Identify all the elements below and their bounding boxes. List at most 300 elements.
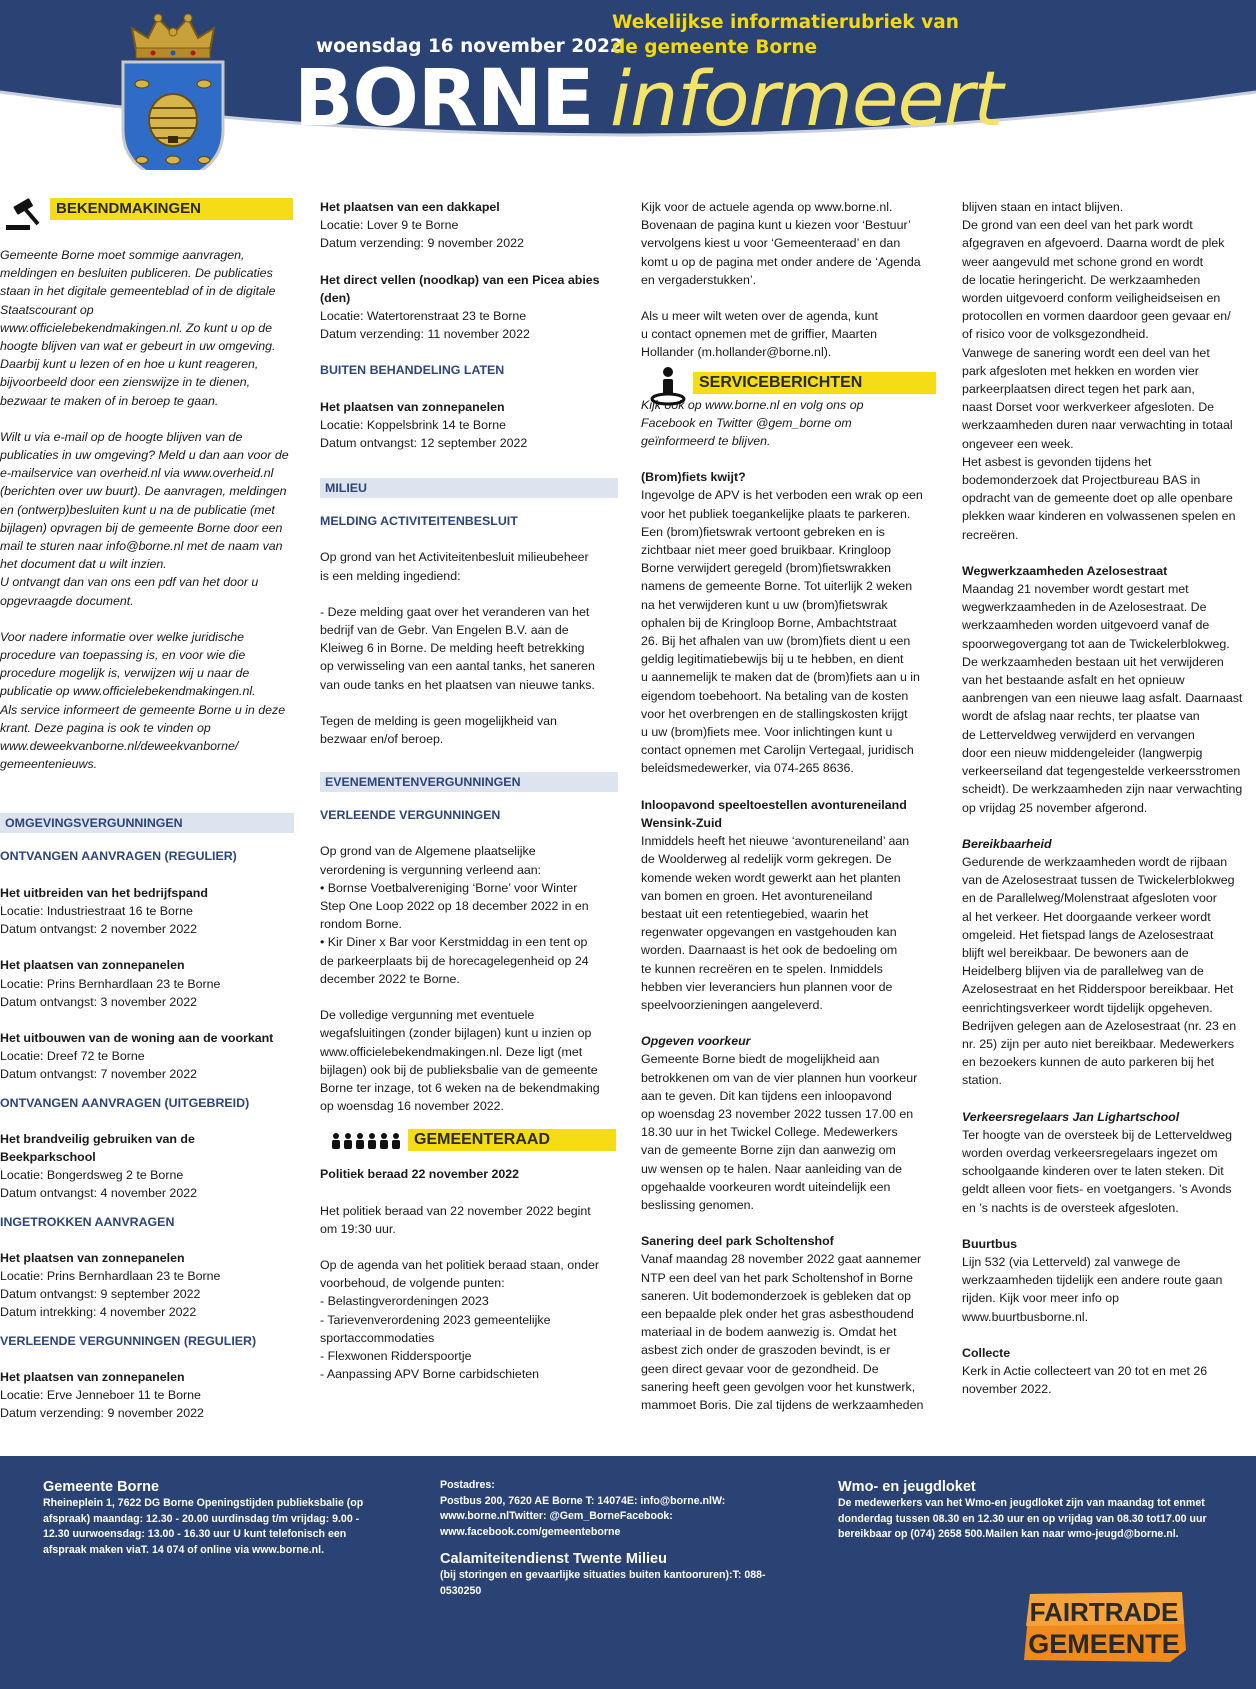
text-line: protocollen en vormen daardoor geen gevaar en/ bbox=[962, 309, 1231, 324]
text-line: Facebook: www.facebook.com/gemeenteborne bbox=[440, 1510, 673, 1538]
permit-title: Het direct vellen (noodkap) van een Picea abies bbox=[320, 272, 600, 287]
text-line: geldig legitimatiebewijs bij u te hebben, en dient bbox=[641, 652, 904, 667]
text-line: Borne verwijdert geregeld (brom)fietswrakken bbox=[641, 561, 891, 576]
text-line: wegafsluitingen (zonder bijlagen) kunt u inzien op bbox=[320, 1026, 592, 1041]
text-line: Als u meer wilt weten over de agenda, kunt bbox=[641, 309, 878, 324]
text-line: publicatie op www.officielebekendmakingen.nl. bbox=[0, 684, 256, 699]
text-line: bijlagen) ook bij de publieksbalie van de gemeente bbox=[320, 1062, 598, 1077]
collecte-heading: Collecte bbox=[962, 1345, 1011, 1360]
text-line: Gemeente Borne biedt de mogelijkheid aan bbox=[641, 1052, 880, 1067]
footer-wmo bbox=[838, 1478, 1238, 1543]
bus-text bbox=[962, 1253, 1255, 1326]
text-line: en vergaderstukken’. bbox=[641, 272, 757, 287]
subtitle-line-1: Wekelijkse informatierubriek van bbox=[612, 12, 959, 33]
permit-date: Datum ontvangst: 12 september 2022 bbox=[320, 436, 528, 451]
text-line: weer aangevuld met schone grond en wordt bbox=[962, 254, 1204, 269]
text-line: park afgesloten met hekken en worden vier bbox=[962, 363, 1199, 378]
text-line: Azelosestraat en het Ridderspoor bereikbaar. Het bbox=[962, 982, 1234, 997]
text-line: saneren. Uit bodemonderzoek is gebleken dat op bbox=[641, 1288, 912, 1303]
text-line: de Letterveldweg verwijderd en vervangen bbox=[962, 727, 1195, 742]
permit-item bbox=[0, 1029, 296, 1084]
text-line: 17.00 uur bereikbaar op (074) 2658 500. bbox=[838, 1512, 1207, 1540]
text-line: T: 088-0530250 bbox=[440, 1569, 766, 1597]
raad-text-2 bbox=[320, 1256, 618, 1383]
melding-text-1 bbox=[320, 548, 618, 584]
permit-title: Het uitbreiden van het bedrijfspand bbox=[0, 885, 208, 900]
text-line: door een nieuw middengeleider (langwerpig bbox=[962, 745, 1203, 760]
text-line: Inmiddels heeft het nieuwe ‘avontureneiland’ aan bbox=[641, 834, 910, 849]
text-line: Lijn 532 (via Letterveld) zal vanwege de bbox=[962, 1254, 1181, 1269]
text-line: zichtbaar niet meer goed bruikbaar. Kringloop bbox=[641, 543, 892, 558]
permit-date: Datum ontvangst: 4 november 2022 bbox=[0, 1186, 197, 1201]
text-line: Op de agenda van het politiek beraad staan, onder bbox=[320, 1257, 599, 1272]
text-line: meldingen en besluiten publiceren. De publicaties bbox=[0, 266, 273, 281]
text-line: bestaat uit een retentiegebied, waarin het bbox=[641, 906, 869, 921]
text-line: T. 14 074 of online via www.borne.nl. bbox=[140, 1543, 325, 1556]
bus-heading: Buurtbus bbox=[962, 1236, 1018, 1251]
text-line: hebben vier leveranciers hun plannen voor de bbox=[641, 979, 893, 994]
bekendmakingen-intro-3 bbox=[0, 628, 296, 774]
text-line: publicaties in uw omgeving? Meld u dan aan voor de bbox=[0, 448, 289, 463]
text-line: Op grond van het Activiteitenbesluit milieubeheer bbox=[320, 550, 589, 565]
text-line: Als service informeert de gemeente Borne u in deze bbox=[0, 702, 286, 717]
text-line: Gemeente Borne moet sommige aanvragen, bbox=[0, 248, 245, 262]
text-line: Kerk in Actie collecteert van 20 tot en met 26 bbox=[962, 1363, 1208, 1378]
text-line: e-mailservice van overheid.nl via www.overheid.nl bbox=[0, 466, 274, 481]
text-line: wegwerkzaamheden in de Azelosestraat. De bbox=[962, 600, 1207, 615]
ontvangen-uitgebreid-heading: ONTVANGEN AANVRAGEN (UITGEBREID) bbox=[0, 1095, 250, 1110]
sanering-text bbox=[641, 1250, 937, 1414]
melding-heading: MELDING ACTIVITEITENBESLUIT bbox=[320, 514, 518, 529]
sanering-heading: Sanering deel park Scholtenshof bbox=[641, 1234, 834, 1249]
milieu-band: MILIEU bbox=[320, 478, 618, 498]
permit-item bbox=[0, 1249, 296, 1322]
voorkeur-heading: Opgeven voorkeur bbox=[641, 1034, 751, 1049]
text-line: mammoet Boris. Die zal tijdens de werkzaamheden bbox=[641, 1397, 924, 1412]
permit-title: Het plaatsen van zonnepanelen bbox=[0, 958, 185, 973]
text-line: met donderdag tussen 08.30 en 12.30 uur en op vrijdag van 08.30 tot bbox=[838, 1497, 1205, 1525]
text-line: komt u op de pagina met onder andere de ‘Agenda bbox=[641, 254, 921, 269]
footer-calamiteiten-title: Calamiteitendienst Twente Milieu bbox=[440, 1551, 667, 1567]
fairtrade-text: FAIRTRADE bbox=[1029, 1597, 1179, 1627]
text-line: u contact opnemen met de griffier, Maarten bbox=[641, 327, 878, 342]
text-line: verordening is vergunning verleend aan: bbox=[320, 862, 542, 877]
permit-title: Het uitbouwen van de woning aan de voorkant bbox=[0, 1030, 274, 1045]
text-line: Vanwege de sanering wordt een deel van het bbox=[962, 345, 1210, 360]
weg-heading: Wegwerkzaamheden Azelosestraat bbox=[962, 563, 1168, 578]
text-line: van de gemeente Borne zijn dan aanwezig om bbox=[641, 1143, 896, 1158]
text-line: beleidsmedewerker, via 074-265 8636. bbox=[641, 761, 854, 776]
info-person-icon bbox=[649, 366, 687, 406]
text-line: spoorwegovergang tot aan de Twickelerblokweg. bbox=[962, 636, 1230, 651]
text-line: • Kir Diner x Bar voor Kerstmiddag in een tent op bbox=[320, 935, 588, 950]
text-line: Rheineplein 1, 7622 DG Borne bbox=[43, 1497, 194, 1509]
text-line: sportaccommodaties bbox=[320, 1330, 435, 1345]
text-line: Bedrijven gelegen aan de Azelosestraat (nr. 23 en bbox=[962, 1018, 1237, 1033]
text-line: mail te sturen naar info@borne.nl met de naam van bbox=[0, 539, 283, 554]
text-line: Kleiweg 6 in Borne. De melding heeft betrekking bbox=[320, 641, 585, 656]
text-line: Staatscourant op bbox=[0, 302, 94, 317]
permit-location: Locatie: Dreef 72 te Borne bbox=[0, 1049, 145, 1064]
text-line: krant. Deze pagina is ook te vinden op bbox=[0, 720, 211, 735]
text-line: plekken waar kinderen en volwassenen spelen en bbox=[962, 509, 1236, 524]
permit-item bbox=[320, 198, 618, 253]
text-line: - Deze melding gaat over het veranderen van het bbox=[320, 604, 590, 619]
text-line: www.officielebekendmakingen.nl. Deze ligt (met bbox=[320, 1044, 583, 1059]
text-line: scheidt). De werkzaamheden zijn naar verwachting bbox=[962, 782, 1243, 797]
permit-date: Datum ontvangst: 2 november 2022 bbox=[0, 922, 197, 937]
permit-date: Datum verzending: 9 november 2022 bbox=[0, 1406, 204, 1421]
permit-location: Locatie: Prins Bernhardlaan 23 te Borne bbox=[0, 1268, 221, 1283]
permit-location: Locatie: Prins Bernhardlaan 23 te Borne bbox=[0, 976, 221, 991]
permit-title: Het plaatsen van zonnepanelen bbox=[320, 399, 505, 414]
evenement-text-2 bbox=[320, 1006, 618, 1115]
text-line: woensdag: 13.00 - 16.30 uur bbox=[89, 1528, 231, 1540]
text-line: Het politiek beraad van 22 november 2022 begint bbox=[320, 1203, 591, 1218]
text-line: - Flexwonen Ridderspoortje bbox=[320, 1348, 472, 1363]
text-line: ongeveer een week. bbox=[962, 436, 1074, 451]
text-line: schoolgaande kinderen over te laten steken. Dit bbox=[962, 1164, 1224, 1179]
omgevingsvergunningen-band: OMGEVINGSVERGUNNINGEN bbox=[0, 813, 294, 833]
text-line: Vanaf maandag 28 november 2022 gaat aannemer bbox=[641, 1252, 922, 1267]
text-line: Gedurende de werkzaamheden wordt de rijbaan bbox=[962, 854, 1228, 869]
text-line: worden overdag verkeersregelaars ingezet om bbox=[962, 1145, 1218, 1160]
text-line: 18.30 uur in het Twickel College. Medewerkers bbox=[641, 1125, 898, 1140]
text-line: Step One Loop 2022 op 18 december 2022 in en bbox=[320, 899, 589, 914]
text-line: na het verwijderen kunt u uw (brom)fietswrak bbox=[641, 597, 888, 612]
text-line: Facebook en Twitter @gem_borne om bbox=[641, 415, 852, 430]
text-line: Ter hoogte van de oversteek bij de Letterveldweg bbox=[962, 1127, 1233, 1142]
permit-title: (den) bbox=[320, 290, 351, 305]
text-line: materiaal in de bodem aanwezig is. Omdat het bbox=[641, 1325, 897, 1340]
permit-date: Datum verzending: 9 november 2022 bbox=[320, 236, 524, 251]
text-line: wordt de afslag naar rechts, ter plaatse van bbox=[962, 709, 1200, 724]
text-line: 26. Bij het afhalen van uw (brom)fiets dient u een bbox=[641, 634, 911, 649]
column-4 bbox=[962, 198, 1255, 1416]
text-line: al het verkeer. Het doorgaande verkeer wordt bbox=[962, 909, 1211, 924]
regel-heading: Verkeersregelaars Jan Lighartschool bbox=[962, 1109, 1180, 1124]
agenda-text-1 bbox=[641, 198, 937, 289]
text-line: station. bbox=[962, 1073, 1002, 1088]
raad-text-1 bbox=[320, 1202, 618, 1238]
ontvangen-regulier-heading: ONTVANGEN AANVRAGEN (REGULIER) bbox=[0, 849, 237, 864]
text-line: betrokkenen om van de vier plannen hun voorkeur bbox=[641, 1070, 918, 1085]
text-line: T: 14074 bbox=[585, 1494, 627, 1507]
text-line: op vrijdag 25 november afgerond. bbox=[962, 800, 1148, 815]
collecte-text bbox=[962, 1362, 1255, 1398]
ingetrokken-heading: INGETROKKEN AANVRAGEN bbox=[0, 1214, 175, 1229]
fiets-text bbox=[641, 486, 937, 777]
regel-text bbox=[962, 1126, 1255, 1217]
text-line: maandag: 12.30 - 20.00 uur bbox=[93, 1512, 229, 1525]
text-line: sanering heeft geen gevolgen voor het kunstwerk, bbox=[641, 1379, 916, 1394]
text-line: Mailen kan naar wmo-jeugd@borne.nl. bbox=[985, 1528, 1179, 1540]
permit-location: Locatie: Industriestraat 16 te Borne bbox=[0, 903, 193, 918]
footer-wmo-title: Wmo- en jeugdloket bbox=[838, 1479, 976, 1495]
gemeenteraad-title: GEMEENTERAAD bbox=[408, 1129, 616, 1151]
text-line: Op grond van de Algemene plaatselijke bbox=[320, 844, 536, 859]
inloop-heading-1: Inloopavond speeltoestellen avontureneiland bbox=[641, 797, 907, 812]
bereik-heading: Bereikbaarheid bbox=[962, 836, 1052, 851]
footer-postadres-lines bbox=[440, 1494, 770, 1541]
text-line: en ’s nachts is de oversteek afgesloten. bbox=[962, 1200, 1179, 1215]
text-line: (berichten over uw buurt). De aanvragen, meldingen bbox=[0, 484, 287, 499]
text-line: geen direct gevaar voor de gezondheid. De bbox=[641, 1361, 879, 1376]
text-line: bedrijf van de Gebr. Van Engelen B.V. aan de bbox=[320, 623, 569, 638]
text-line: - Aanpassing APV Borne carbidschieten bbox=[320, 1367, 540, 1382]
text-line: Het asbest is gevonden tijdens het bbox=[962, 454, 1152, 469]
text-line: komende weken wordt gewerkt aan het planten bbox=[641, 870, 901, 885]
text-line: ophalen bij de Kringloop Borne, Ambachtstraat bbox=[641, 615, 897, 630]
column-3 bbox=[641, 198, 937, 1432]
permit-title: Het brandveilig gebruiken van de bbox=[0, 1131, 195, 1146]
text-line: www.buurtbusborne.nl. bbox=[962, 1309, 1089, 1324]
permit-location: Locatie: Bongerdsweg 2 te Borne bbox=[0, 1168, 184, 1183]
text-line: Kijk voor de actuele agenda op www.borne.nl. bbox=[641, 200, 893, 214]
gavel-icon bbox=[6, 198, 50, 232]
text-line: staan in het digitale gemeenteblad of in de digitale bbox=[0, 284, 276, 299]
permit-location: Locatie: Erve Jenneboer 11 te Borne bbox=[0, 1387, 201, 1402]
text-line: aanbrengen van een nieuwe laag asfalt. Daarnaast bbox=[962, 691, 1243, 706]
text-line: werkzaamheden worden uitgevoerd vanaf de bbox=[962, 618, 1210, 633]
text-line: aan te geven. Dit kan tijdens een inloopavond bbox=[641, 1088, 892, 1103]
evenementen-band: EVENEMENTENVERGUNNINGEN bbox=[320, 772, 618, 792]
weg-text bbox=[962, 580, 1255, 817]
text-line: blijft wel bereikbaar. De bewoners aan de bbox=[962, 945, 1189, 960]
text-line: parkeerplaatsen direct tegen het park aan, bbox=[962, 382, 1195, 397]
text-line: blijven staan en intact blijven. bbox=[962, 200, 1124, 214]
permit-item bbox=[0, 1368, 296, 1423]
bekendmakingen-intro-1 bbox=[0, 246, 296, 410]
column-2 bbox=[320, 198, 618, 1401]
text-line: een bepaalde plek onder het gras asbesthoudend bbox=[641, 1306, 914, 1321]
text-line: te kunnen recreëren en te spelen. Inmiddels bbox=[641, 961, 883, 976]
permit-date: Datum ontvangst: 3 november 2022 bbox=[0, 994, 197, 1009]
text-line: Ingevolge de APV is het verboden een wrak op een bbox=[641, 488, 923, 503]
text-line: recreëren. bbox=[962, 527, 1019, 542]
bekendmakingen-title: BEKENDMAKINGEN bbox=[50, 198, 293, 220]
text-line: werkzaamheden tijdelijk een andere route gaan bbox=[962, 1273, 1223, 1288]
inloop-text bbox=[641, 832, 937, 1014]
text-line: Openingstijden publieksbalie (op afspraak) bbox=[43, 1497, 364, 1525]
permit-title: Het plaatsen van zonnepanelen bbox=[0, 1250, 185, 1265]
text-line: van het bestaande asfalt en het opnieuw bbox=[962, 673, 1185, 688]
issue-date: woensdag 16 november 2022 bbox=[316, 36, 623, 57]
politiek-beraad-heading: Politiek beraad 22 november 2022 bbox=[320, 1167, 520, 1182]
section-serviceberichten-header bbox=[641, 372, 937, 396]
subtitle-line-2: de gemeente Borne bbox=[612, 37, 818, 58]
gemeente-text: GEMEENTE bbox=[1028, 1629, 1180, 1659]
text-line: voor het overbrengen en de stallingskosten krijgt bbox=[641, 706, 908, 721]
text-line: E: info@borne.nl bbox=[626, 1494, 712, 1507]
text-line: opdracht van de gemeente doet op alle openbare bbox=[962, 491, 1233, 506]
permit-location: Locatie: Koppelsbrink 14 te Borne bbox=[320, 417, 506, 432]
text-line: op woensdag 16 november 2022. bbox=[320, 1099, 504, 1114]
text-line: en de Parallelweg/Molenstraat afgesloten voor bbox=[962, 891, 1217, 906]
permit-title: Het plaatsen van zonnepanelen bbox=[0, 1369, 185, 1384]
text-line: • Bornse Voetbalvereniging ‘Borne’ voor Winter bbox=[320, 880, 578, 895]
text-line: De werkzaamheden bestaan uit het verwijderen bbox=[962, 654, 1224, 669]
verleende-regulier-heading: VERLEENDE VERGUNNINGEN (REGULIER) bbox=[0, 1333, 257, 1348]
text-line: rijden. Kijk voor meer info op bbox=[962, 1291, 1120, 1306]
text-line: november 2022. bbox=[962, 1382, 1052, 1397]
text-line: rondom Borne. bbox=[320, 917, 402, 932]
text-line: Maandag 21 november wordt gestart met bbox=[962, 582, 1189, 597]
text-line: omgeleid. Het fietspad langs de Azelosestraat bbox=[962, 927, 1214, 942]
verleende-vergunningen-heading: VERLEENDE VERGUNNINGEN bbox=[320, 808, 501, 823]
text-line: geldt alleen voor fiets- en voetgangers. ’s Avonds bbox=[962, 1182, 1232, 1197]
text-line: De volledige vergunning met eventuele bbox=[320, 1008, 535, 1023]
text-line: Hollander (m.hollander@borne.nl). bbox=[641, 345, 832, 360]
text-line: werkzaamheden duren naar verwachting in totaal bbox=[962, 418, 1233, 433]
text-line: bijvoorbeeld door een zienswijze in te dienen, bbox=[0, 375, 251, 390]
text-line: Twitter: @Gem_Borne bbox=[509, 1510, 620, 1522]
section-bekendmakingen-header bbox=[0, 198, 296, 238]
column-1 bbox=[0, 198, 296, 1440]
text-line: dinsdag t/m vrijdag: 9.00 - 12.30 uur bbox=[43, 1512, 360, 1540]
text-line: geïnformeerd te blijven. bbox=[641, 434, 771, 449]
permit-date: Datum ontvangst: 7 november 2022 bbox=[0, 1067, 197, 1082]
masthead bbox=[0, 0, 1256, 170]
permit-item bbox=[0, 956, 296, 1011]
permit-title: Beekparkschool bbox=[0, 1149, 96, 1164]
borne-crest bbox=[118, 10, 228, 170]
text-line: De grond van een deel van het park wordt bbox=[962, 218, 1193, 233]
footer-contact-lines bbox=[43, 1496, 373, 1558]
voorkeur-text bbox=[641, 1050, 937, 1214]
footer-wmo-lines bbox=[838, 1496, 1238, 1543]
melding-text-3 bbox=[320, 712, 618, 748]
text-line: eenrichtingsverkeer wordt tijdelijk opgeheven. bbox=[962, 1000, 1213, 1015]
text-line: de locatie heringericht. De werkzaamheden bbox=[962, 272, 1201, 287]
text-line: procedure van toepassing is, en voor wie die bbox=[0, 648, 246, 663]
text-line: eigendom toebehoort. Na betaling van de kosten bbox=[641, 688, 909, 703]
text-line: Kijk ook op www.borne.nl en volg ons op bbox=[641, 397, 864, 412]
text-line: u uw (brom)fiets mee. Voor inlichtingen kunt u bbox=[641, 725, 893, 740]
text-line: bezwaar te maken of in beroep te gaan. bbox=[0, 393, 219, 408]
buiten-behandeling-heading: BUITEN BEHANDELING LATEN bbox=[320, 363, 505, 378]
section-gemeenteraad-header bbox=[320, 1129, 618, 1159]
text-line: op verwisseling van een aantal tanks, het saneren bbox=[320, 659, 595, 674]
text-line: NTP een deel van het park Scholtenshof in Borne bbox=[641, 1270, 913, 1285]
text-line: naast Dorset voor werkverkeer afgesloten. De bbox=[962, 400, 1215, 415]
text-line: u aannemelijk te maken dat de (brom)fiets aan u in bbox=[641, 670, 920, 685]
text-line: W: www.borne.nl bbox=[440, 1494, 726, 1522]
text-line: is een melding ingediend: bbox=[320, 568, 461, 583]
text-line: www.deweekvanborne.nl/deweekvanborne/ bbox=[0, 739, 239, 754]
text-line: www.officielebekendmakingen.nl. Zo kunt u op de bbox=[0, 320, 273, 335]
text-line: Postbus 200, 7620 AE Borne bbox=[440, 1494, 583, 1507]
text-line: nr. 25) zijn per auto niet bereikbaar. Medewerkers bbox=[962, 1036, 1235, 1051]
bereik-text bbox=[962, 853, 1255, 1090]
text-line: Voor nadere informatie over welke juridische bbox=[0, 629, 245, 644]
bekendmakingen-intro-2 bbox=[0, 428, 296, 610]
text-line: worden uitgevoerd conform veiligheidseisen en bbox=[962, 291, 1221, 306]
text-line: U ontvangt dan van ons een pdf van het door u bbox=[0, 575, 259, 590]
evenement-text-1 bbox=[320, 842, 618, 988]
permit-item bbox=[0, 884, 296, 939]
fiets-heading: (Brom)fiets kwijt? bbox=[641, 470, 746, 485]
text-line: de Woolderweg al redelijk vorm gekregen. De bbox=[641, 852, 892, 867]
sanering-continued bbox=[962, 198, 1255, 544]
text-line: contact opnemen met Carolijn Vertegaal, juridisch bbox=[641, 743, 914, 758]
permit-item bbox=[0, 1130, 296, 1203]
text-line: - Belastingverordeningen 2023 bbox=[320, 1294, 489, 1309]
text-line: op woensdag 23 november 2022 tussen 17.00 en bbox=[641, 1106, 914, 1121]
permit-location: Locatie: Watertorenstraat 23 te Borne bbox=[320, 309, 527, 324]
text-line: namens de gemeente Borne. Tot uiterlijk 2 weken bbox=[641, 579, 913, 594]
text-line: asbest zich onder de graszoden bevindt, is er bbox=[641, 1343, 891, 1358]
text-line: Daarbij kunt u lezen of en hoe u kunt reageren, bbox=[0, 357, 259, 372]
text-line: december 2022 te Borne. bbox=[320, 971, 460, 986]
text-line: beslissing genomen. bbox=[641, 1197, 754, 1212]
text-line: hoogte blijven van wat er gebeurt in uw omgeving. bbox=[0, 339, 276, 354]
text-line: procedure mogelijk is, verwijzen wij u naar de bbox=[0, 666, 250, 681]
footer-calamiteiten-lines bbox=[440, 1568, 770, 1599]
text-line: opgehaalde voorkeuren wordt uiteindelijk een bbox=[641, 1179, 891, 1194]
text-line: voor het publiek toegankelijke plaats te parkeren. bbox=[641, 506, 911, 521]
text-line: van bomen en groen. Het avontureneiland bbox=[641, 888, 873, 903]
text-line: van de Azelosestraat tussen de Twickelerblokweg bbox=[962, 873, 1235, 888]
text-line: Wilt u via e-mail op de hoogte blijven van de bbox=[0, 429, 243, 444]
melding-text-2 bbox=[320, 603, 618, 694]
council-people-icon bbox=[330, 1131, 402, 1151]
text-line: - Tarievenverordening 2023 gemeentelijke bbox=[320, 1312, 551, 1327]
masthead-subtitle bbox=[612, 10, 959, 60]
text-line: gemeentenieuws. bbox=[0, 757, 98, 772]
text-line: en bezoekers kunnen de auto parkeren bij het bbox=[962, 1055, 1215, 1070]
text-line: bezwaar en/of beroep. bbox=[320, 732, 444, 747]
permit-title: Het plaatsen van een dakkapel bbox=[320, 200, 500, 214]
text-line: van oude tanks en het plaatsen van nieuwe tanks. bbox=[320, 677, 595, 692]
permit-date: Datum ontvangst: 9 september 2022 bbox=[0, 1287, 201, 1302]
footer-contact-title: Gemeente Borne bbox=[43, 1479, 160, 1495]
fairtrade-gemeente-logo bbox=[1020, 1590, 1188, 1664]
text-line: (bij storingen en gevaarlijke situaties buiten kantooruren): bbox=[440, 1569, 733, 1581]
text-line: Tegen de melding is geen mogelijkheid van bbox=[320, 713, 557, 728]
permit-location: Locatie: Lover 9 te Borne bbox=[320, 218, 459, 233]
footer-postadres bbox=[440, 1478, 770, 1599]
text-line: Bovenaan de pagina kunt u kiezen voor ‘Bestuur’ bbox=[641, 218, 911, 233]
text-line: voorbehoud, de volgende punten: bbox=[320, 1276, 505, 1291]
text-line: om 19:30 uur. bbox=[320, 1221, 396, 1236]
text-line: uw wensen op te halen. Naar aanleiding van de bbox=[641, 1161, 903, 1176]
text-line: Borne ter inzage, tot 6 weken na de bekendmaking bbox=[320, 1080, 600, 1095]
footer-postadres-title: Postadres: bbox=[440, 1479, 495, 1491]
text-line: en (ontwerp)besluiten kunt u na de publicatie (met bbox=[0, 502, 275, 517]
text-line: de parkeerplaats bij de horecagelegenheid op 24 bbox=[320, 953, 589, 968]
text-line: het document dat u wilt inzien. bbox=[0, 557, 167, 572]
permit-date: Datum intrekking: 4 november 2022 bbox=[0, 1305, 197, 1320]
text-line: opgevraagde document. bbox=[0, 593, 134, 608]
text-line: Heidelberg blijven via de parallelweg van de bbox=[962, 964, 1204, 979]
serviceberichten-title: SERVICEBERICHTEN bbox=[693, 372, 936, 394]
text-line: bodemonderzoek dat Projectbureau BAS in bbox=[962, 473, 1201, 488]
text-line: U kunt telefonisch een afspraak maken via bbox=[43, 1528, 347, 1556]
permit-date: Datum verzending: 11 november 2022 bbox=[320, 327, 530, 342]
text-line: bijlagen) opvragen bij de gemeente Borne door een bbox=[0, 520, 283, 535]
text-line: of risico voor de volksgezondheid. bbox=[962, 327, 1149, 342]
text-line: De medewerkers van het Wmo-en jeugdloket zijn van maandag tot en bbox=[838, 1497, 1186, 1509]
masthead-title-informeert: informeert bbox=[610, 54, 1003, 143]
text-line: verkeerseiland dat tegengestelde verkeersstromen bbox=[962, 764, 1241, 779]
masthead-title-borne: BORNE bbox=[294, 54, 594, 144]
text-line: Een (brom)fietswrak vertoont gebreken en is bbox=[641, 524, 885, 539]
text-line: speelvoorzieningen aangeleverd. bbox=[641, 997, 823, 1012]
inloop-heading-2: Wensink-Zuid bbox=[641, 815, 722, 830]
permit-item bbox=[320, 271, 618, 344]
footer-contact bbox=[43, 1478, 373, 1558]
